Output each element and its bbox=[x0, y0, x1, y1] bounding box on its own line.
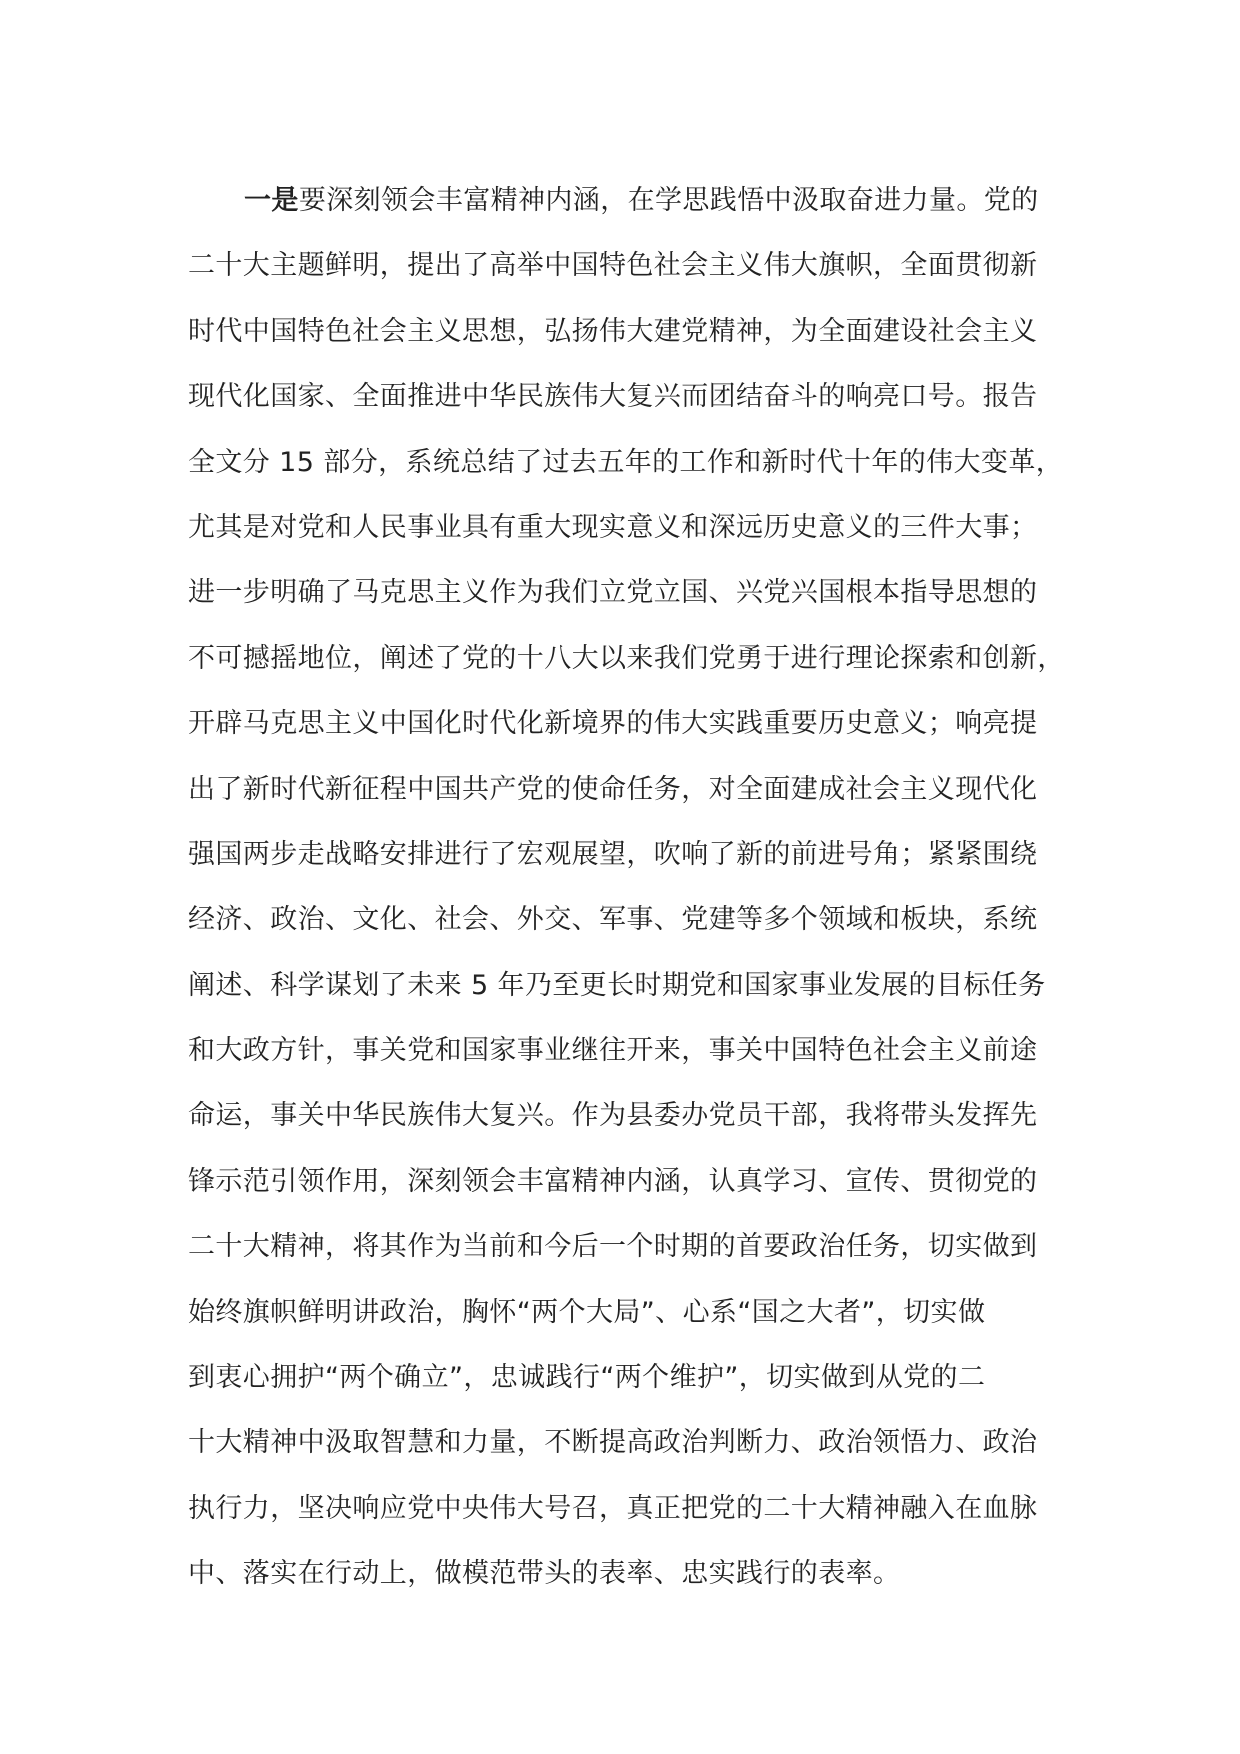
paragraph-line: 开辟马克思主义中国化时代化新境界的伟大实践重要历史意义；响亮提 bbox=[188, 708, 1038, 740]
paragraph-line: 执行力，坚决响应党中央伟大号召，真正把党的二十大精神融入在血脉 bbox=[188, 1492, 1038, 1524]
paragraph-line: 二十大主题鲜明，提出了高举中国特色社会主义伟大旗帜，全面贯彻新 bbox=[188, 250, 1038, 282]
paragraph-line: 全文分 15 部分，系统总结了过去五年的工作和新时代十年的伟大变革， bbox=[188, 446, 1064, 478]
paragraph-line: 时代中国特色社会主义思想，弘扬伟大建党精神，为全面建设社会主义 bbox=[188, 315, 1038, 347]
paragraph-line: 阐述、科学谋划了未来 5 年乃至更长时期党和国家事业发展的目标任务 bbox=[188, 969, 1046, 1001]
paragraph-line: 出了新时代新征程中国共产党的使命任务，对全面建成社会主义现代化 bbox=[188, 773, 1038, 805]
paragraph-line: 始终旗帜鲜明讲政治，胸怀“两个大局”、心系“国之大者”，切实做 bbox=[188, 1296, 986, 1328]
document-body bbox=[188, 168, 1065, 1607]
paragraph-line: 强国两步走战略安排进行了宏观展望，吹响了新的前进号角；紧紧围绕 bbox=[188, 838, 1038, 870]
paragraph-line: 尤其是对党和人民事业具有重大现实意义和深远历史意义的三件大事； bbox=[188, 511, 1038, 543]
paragraph-line bbox=[188, 168, 1050, 233]
line-text: 要深刻领会丰富精神内涵，在学思践悟中汲取奋进力量。党的 bbox=[298, 185, 1039, 216]
paragraph-line: 中、落实在行动上，做模范带头的表率、忠实践行的表率。 bbox=[188, 1558, 901, 1590]
paragraph-line: 十大精神中汲取智慧和力量，不断提高政治判断力、政治领悟力、政治 bbox=[188, 1427, 1038, 1459]
paragraph-lead: 一是 bbox=[244, 185, 299, 216]
paragraph-line: 现代化国家、全面推进中华民族伟大复兴而团结奋斗的响亮口号。报告 bbox=[188, 381, 1038, 413]
paragraph-line: 经济、政治、文化、社会、外交、军事、党建等多个领域和板块，系统 bbox=[188, 904, 1038, 936]
paragraph-line: 命运，事关中华民族伟大复兴。作为县委办党员干部，我将带头发挥先 bbox=[188, 1100, 1038, 1132]
paragraph-line: 和大政方针，事关党和国家事业继往开来，事关中国特色社会主义前途 bbox=[188, 1035, 1038, 1067]
paragraph-line: 进一步明确了马克思主义作为我们立党立国、兴党兴国根本指导思想的 bbox=[188, 577, 1038, 609]
paragraph-line: 二十大精神，将其作为当前和今后一个时期的首要政治任务，切实做到 bbox=[188, 1231, 1038, 1263]
paragraph-line: 不可撼摇地位，阐述了党的十八大以来我们党勇于进行理论探索和创新， bbox=[188, 642, 1065, 674]
paragraph-line: 锋示范引领作用，深刻领会丰富精神内涵，认真学习、宣传、贯彻党的 bbox=[188, 1165, 1038, 1197]
paragraph-line: 到衷心拥护“两个确立”，忠诚践行“两个维护”，切实做到从党的二 bbox=[188, 1362, 986, 1394]
